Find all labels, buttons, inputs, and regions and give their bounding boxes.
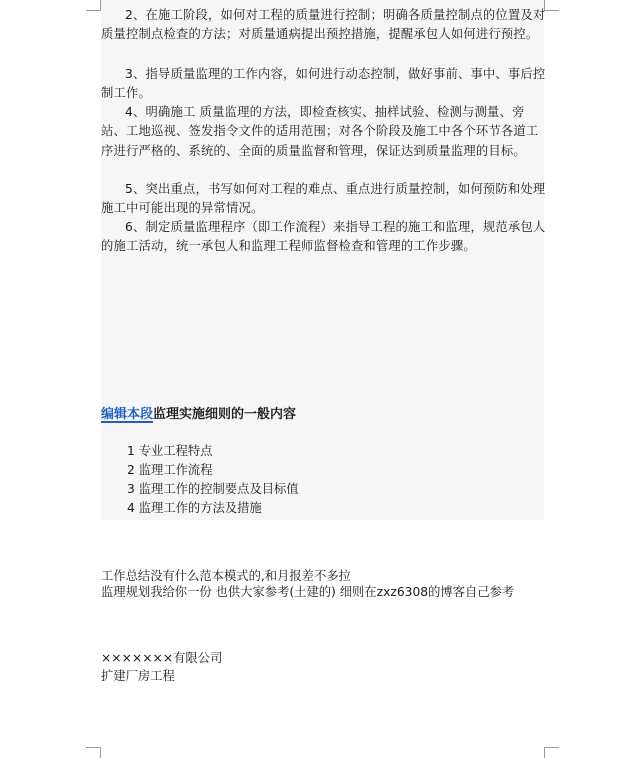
section-title: 监理实施细则的一般内容 <box>153 407 297 422</box>
project-name: 扩建厂房工程 <box>101 669 175 683</box>
paragraph-4: 4、明确施工 质量监理的方法，即检查核实、抽样试验、检测与测量、旁站、工地巡视、签发指令文件的适用范围；对各个阶段及施工中各个环节各道工序进行严格的、系统的、全面的质量监督和管理，保证达到质量监理的目标。 <box>101 105 539 158</box>
company-name: ×××××××有限公司 <box>101 651 223 665</box>
note-line: 工作总结没有什么范本模式的,和月报差不多拉 <box>101 569 351 583</box>
toc-item: 3 监理工作的控制要点及目标值 <box>127 482 299 496</box>
note-line: 监理规划我给你一份 也供大家参考(土建的) 细则在zxz6308的博客自己参考 <box>101 585 515 599</box>
paragraph-2: 2、在施工阶段，如何对工程的质量进行控制；明确各质量控制点的位置及对质量控制点检查的方法；对质量通病提出预控措施，提醒承包人如何进行预控。 <box>101 8 546 42</box>
toc-item: 1 专业工程特点 <box>127 444 213 458</box>
crop-mark-bottom-left <box>86 747 101 758</box>
crop-mark-top-left <box>86 0 101 11</box>
paragraph-5: 5、突出重点，书写如何对工程的难点、重点进行质量控制，如何预防和处理施工中可能出现的异常情况。 <box>101 182 546 216</box>
toc-item: 2 监理工作流程 <box>127 463 213 477</box>
toc-item: 4 监理工作的方法及措施 <box>127 501 262 515</box>
edit-section-link[interactable]: 编辑本段 <box>101 407 154 422</box>
crop-mark-bottom-right <box>544 747 559 758</box>
paragraph-6: 6、制定质量监理程序（即工作流程）来指导工程的施工和监理，规范承包人的施工活动，统一承包人和监理工程师监督检查和管理的工作步骤。 <box>101 220 546 254</box>
section-heading <box>101 405 296 425</box>
paragraph-3: 3、指导质量监理的工作内容，如何进行动态控制，做好事前、事中、事后控制工作。 <box>101 67 546 101</box>
